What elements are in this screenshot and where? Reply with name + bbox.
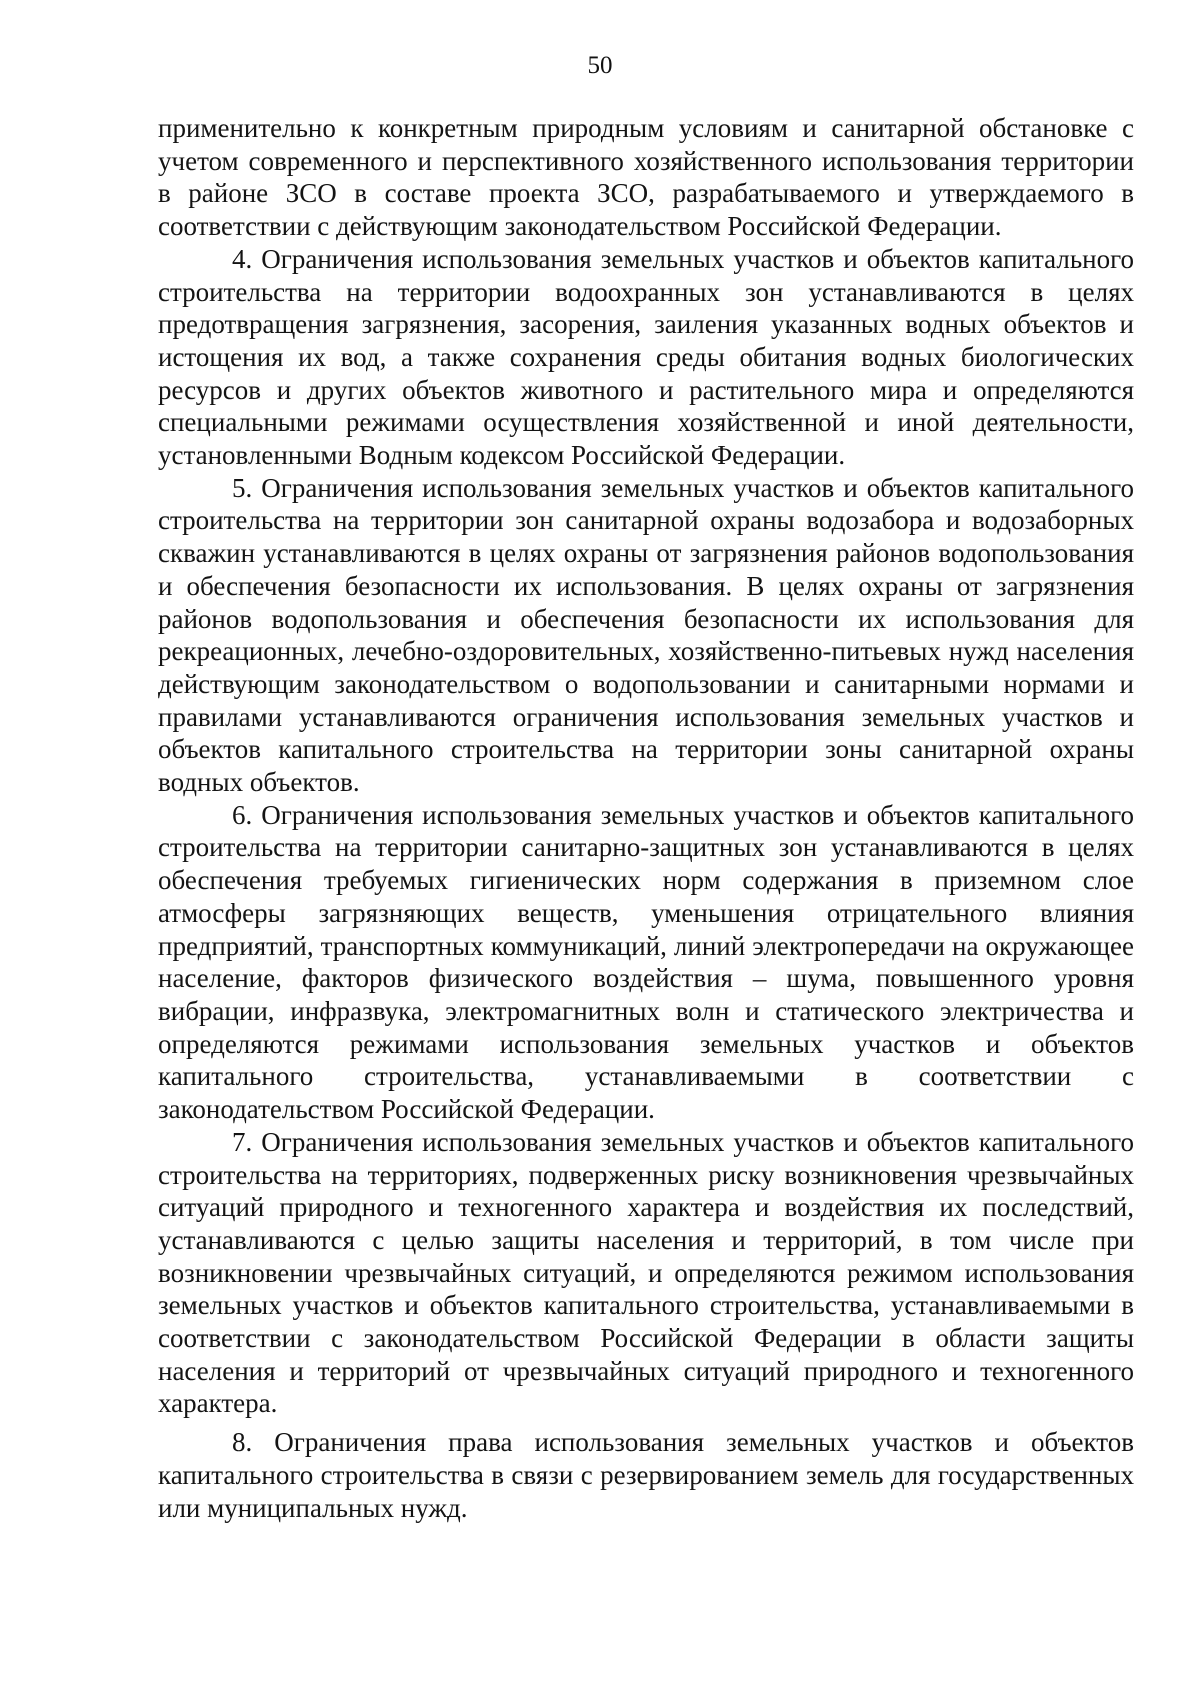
document-body [158,112,1134,1524]
paragraph-item-7: 7. Ограничения использования земельных участков и объектов капитального строительства на территориях, подверженных риску возникновения чрезвычайных ситуаций природного и техногенного характера и воздействия их последствий, устанавливаются с целью защиты населения и территорий, в том числе при возникновении чрезвычайных ситуаций, и определяются режимом использования земельных участков и объектов капитального строительства, устанавливаемыми в соответствии с законодательством Российской Федерации в области защиты населения и территорий от чрезвычайных ситуаций природного и техногенного характера. [158,1126,1134,1419]
paragraph-item-5: 5. Ограничения использования земельных участков и объектов капитального строительства на территории зон санитарной охраны водозабора и водозаборных скважин устанавливаются в целях охраны от загрязнения районов водопользования и обеспечения безопасности их использования. В целях охраны от загрязнения районов водопользования и обеспечения безопасности их использования для рекреационных, лечебно-оздоровительных, хозяйственно-питьевых нужд населения действующим законодательством о водопользовании и санитарными нормами и правилами устанавливаются ограничения использования земельных участков и объектов капитального строительства на территории зоны санитарной охраны водных объектов. [158,472,1134,798]
page-number: 50 [587,52,613,79]
paragraph-continuation: применительно к конкретным природным условиям и санитарной обстановке с учетом современного и перспективного хозяйственного использования территории в районе ЗСО в составе проекта ЗСО, разрабатываемого и утверждаемого в соответствии с действующим законодательством Российской Федерации. [158,113,1134,242]
paragraph-item-8: 8. Ограничения права использования земельных участков и объектов капитального строительства в связи с резервированием земель для государственных или муниципальных нужд. [158,1427,1134,1523]
paragraph-item-4: 4. Ограничения использования земельных участков и объектов капитального строительства на территории водоохранных зон устанавливаются в целях предотвращения загрязнения, засорения, заиления указанных водных объектов и истощения их вод, а также сохранения среды обитания водных биологических ресурсов и других объектов животного и растительного мира и определяются специальными режимами осуществления хозяйственной и иной деятельности, установленными Водным кодексом Российской Федерации. [158,243,1134,471]
paragraph-item-6: 6. Ограничения использования земельных участков и объектов капитального строительства на территории санитарно-защитных зон устанавливаются в целях обеспечения требуемых гигиенических норм содержания в приземном слое атмосферы загрязняющих веществ, уменьшения отрицательного влияния предприятий, транспортных коммуникаций, линий электропередачи на окружающее население, факторов физического воздействия – шума, повышенного уровня вибрации, инфразвука, электромагнитных волн и статического электричества и определяются режимами использования земельных участков и объектов капитального строительства, устанавливаемыми в соответствии с законодательством Российской Федерации. [158,799,1134,1125]
